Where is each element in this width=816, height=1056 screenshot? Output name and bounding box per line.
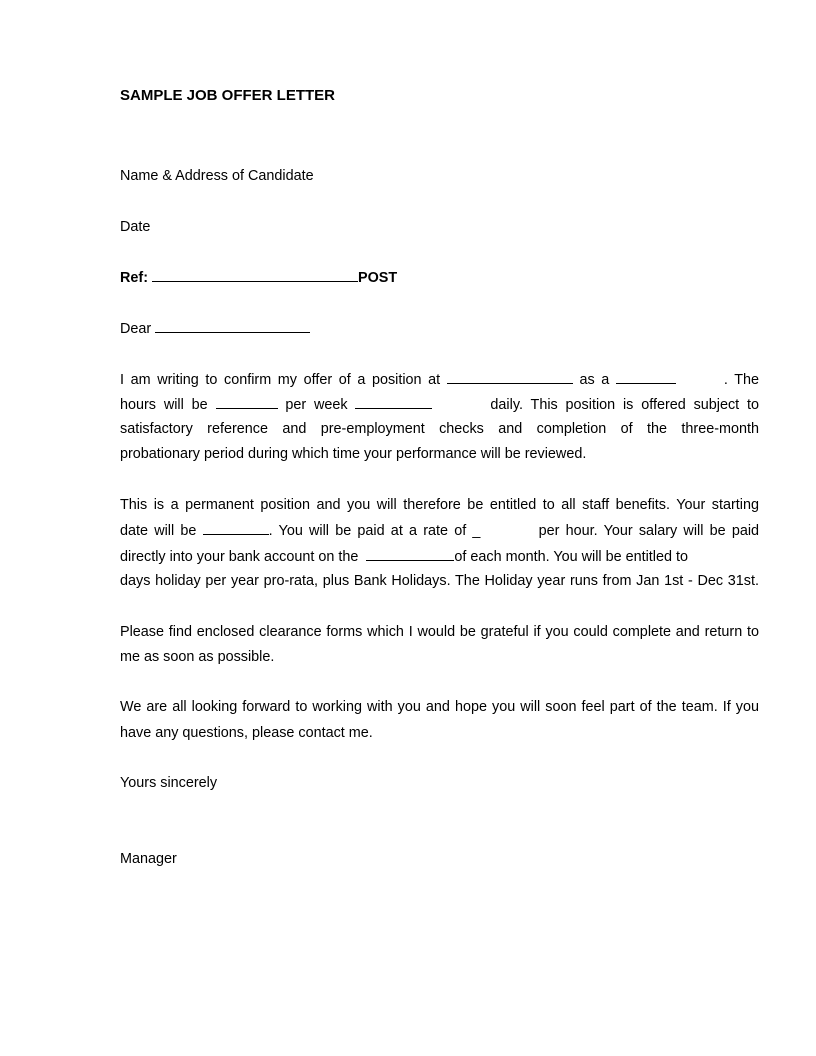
rate-blank: _ [472, 523, 481, 539]
schedule-blank [355, 395, 432, 409]
pay-day-blank [366, 547, 454, 561]
p4-line-1: We are all looking forward to working with you and hope you will soon feel part of the team. If you [120, 699, 759, 715]
p2-line-4: days holiday per year pro-rata, plus Bank Holidays. The Holiday year runs from Jan 1st - Dec 31st. [120, 573, 759, 589]
p3-line-1: Please find enclosed clearance forms which I would be grateful if you could complete and return to [120, 624, 759, 640]
p1-line-2 [120, 395, 759, 414]
position-blank [616, 370, 676, 384]
p1-line-4: probationary period during which time your performance will be reviewed. [120, 446, 587, 462]
p1-l2-text-a: hours will be [120, 397, 208, 413]
p1-l1-text-c: . [723, 372, 728, 388]
ref-blank [152, 268, 358, 282]
p1-l1-text-a: I am writing to confirm my offer of a position at [120, 372, 441, 388]
dear-blank [155, 319, 310, 333]
p1-l2-text-d: This position is offered subject to [530, 397, 760, 413]
p1-line-3: satisfactory reference and pre-employment checks and completion of the three-month [120, 421, 759, 437]
start-date-blank [203, 521, 269, 535]
ref-label: Ref: [120, 270, 148, 286]
p2-l3-text-a: directly into your bank account on the [120, 549, 359, 565]
p2-line-2 [120, 521, 759, 540]
p1-l2-text-c: daily. [490, 397, 523, 413]
dear-label: Dear [120, 321, 152, 337]
company-blank [447, 370, 573, 384]
p3-line-2: me as soon as possible. [120, 649, 275, 665]
p1-line-1 [120, 370, 759, 389]
ref-line [120, 268, 397, 287]
hours-blank [216, 395, 278, 409]
p2-l2-text-a: date will be [120, 523, 197, 539]
p1-l1-text-d: The [734, 372, 760, 388]
p4-line-2: have any questions, please contact me. [120, 725, 373, 741]
closing: Yours sincerely [120, 775, 218, 791]
candidate-label: Name & Address of Candidate [120, 168, 314, 184]
date-label: Date [120, 219, 151, 235]
p1-l1-text-b: as a [579, 372, 610, 388]
p2-line-3 [120, 547, 688, 566]
p1-l2-text-b: per week [285, 397, 348, 413]
p2-l3-text-b: of each month. You will be entitled to [454, 549, 688, 565]
signatory: Manager [120, 851, 177, 867]
p2-l2-text-b: . You will be paid at a rate of [268, 523, 467, 539]
dear-line [120, 319, 310, 338]
letter-title: SAMPLE JOB OFFER LETTER [120, 87, 336, 104]
p2-l2-text-d: per hour. Your salary will be paid [538, 523, 760, 539]
ref-post: POST [357, 270, 398, 286]
p2-line-1: This is a permanent position and you will therefore be entitled to all staff benefits. Your starting [120, 497, 759, 513]
